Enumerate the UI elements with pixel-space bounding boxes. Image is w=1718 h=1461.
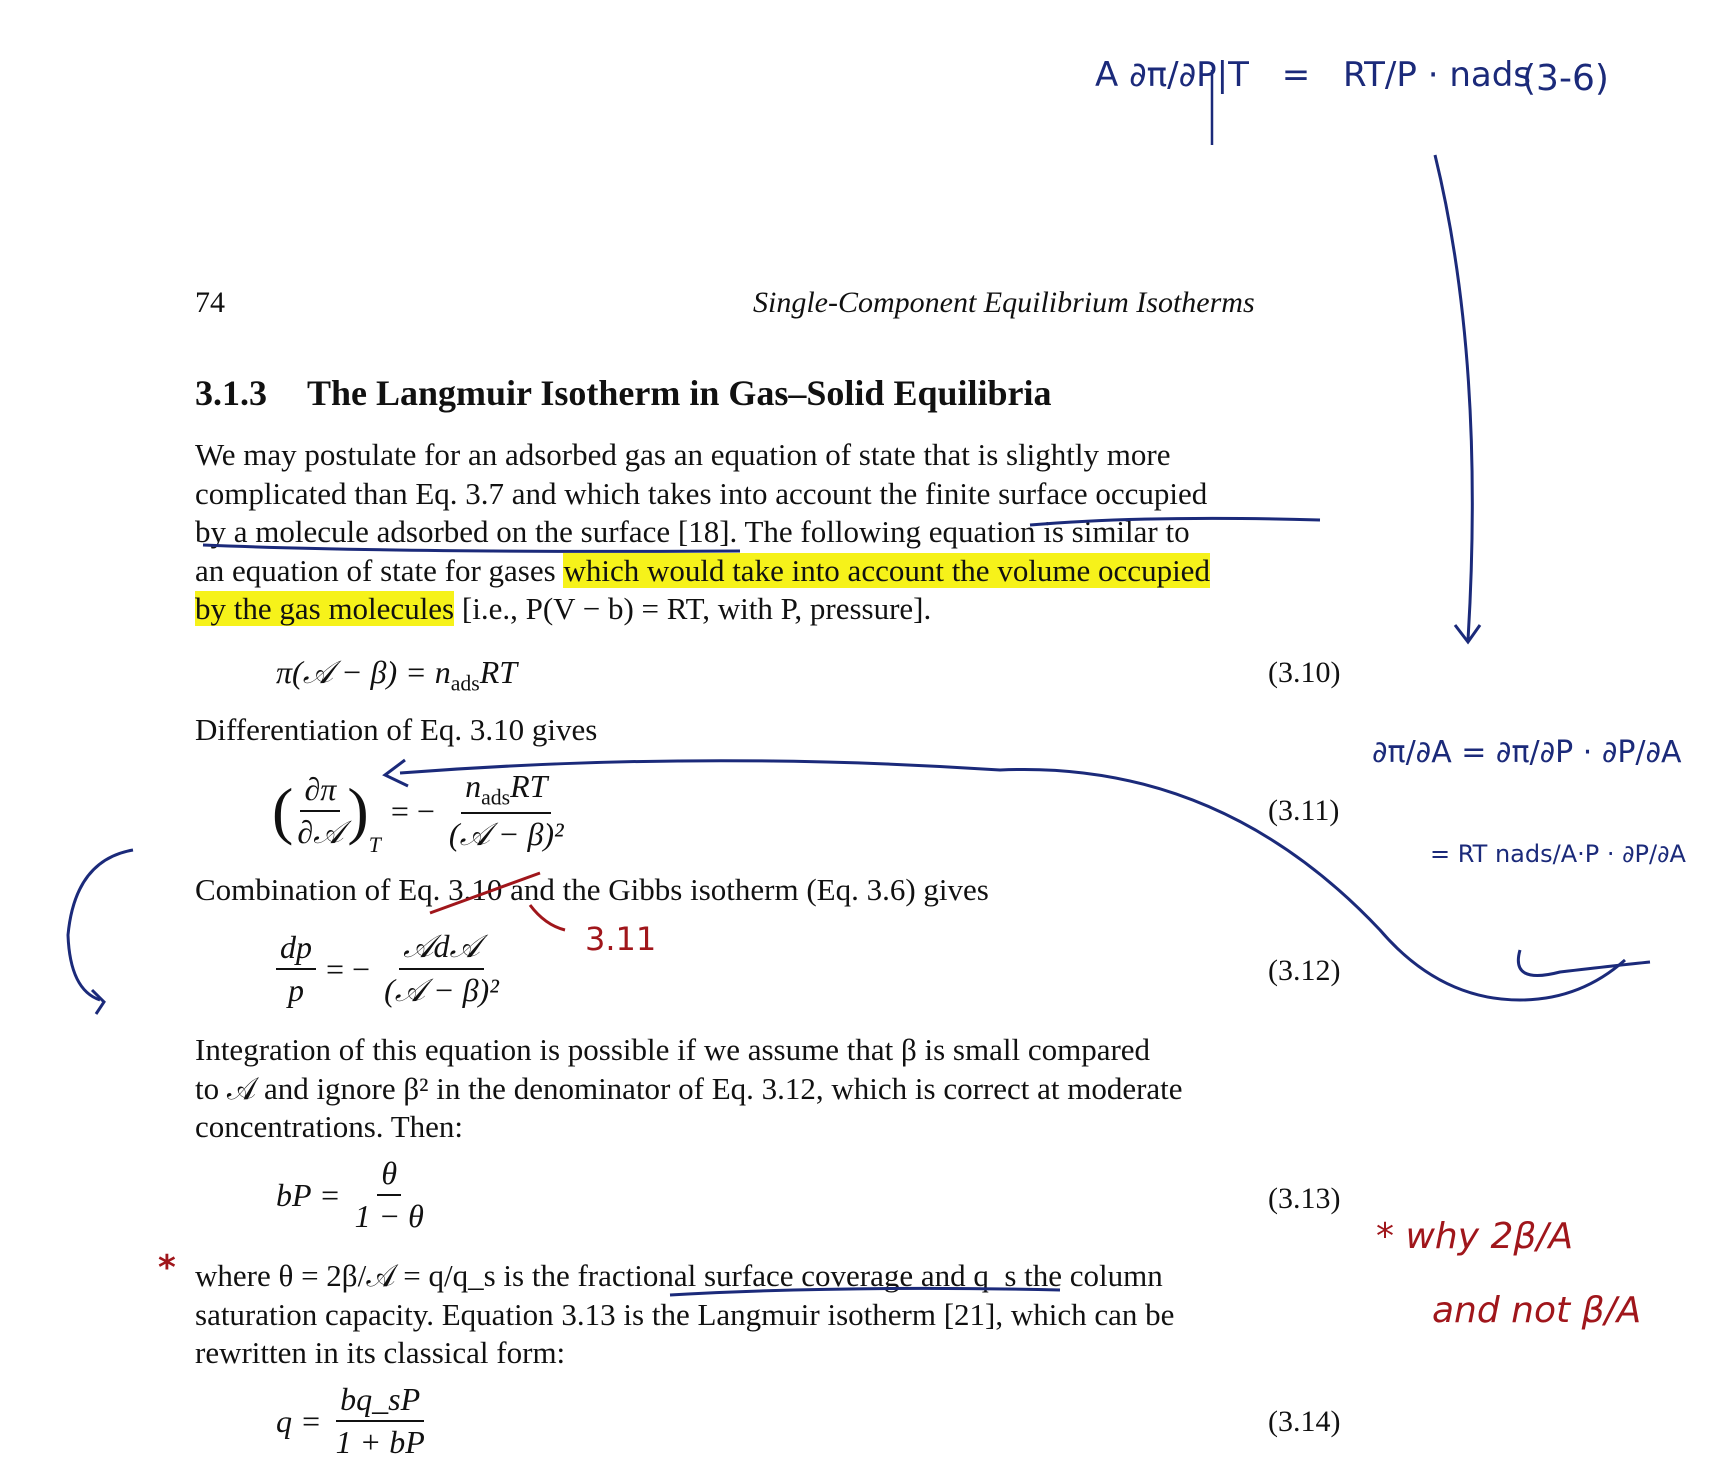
- section-number: 3.1.3: [195, 373, 267, 413]
- text-line: concentrations. Then:: [195, 1109, 464, 1144]
- text-line: [195, 590, 1340, 629]
- handwritten-eq-label: (3-6): [1522, 58, 1609, 99]
- annotation-text: A ∂π/∂P|T: [1095, 55, 1249, 95]
- handwritten-question-2: and not β/A: [1432, 1290, 1642, 1331]
- text-span: Combination of: [195, 872, 399, 907]
- equation-number: (3.14): [1268, 1405, 1341, 1438]
- handwritten-correction: 3.11: [585, 920, 657, 958]
- equation-number: (3.10): [1268, 656, 1341, 689]
- equation-3-14: [276, 1381, 429, 1461]
- text-line: saturation capacity. Equation 3.13 is the Langmuir isotherm [21], which can be: [195, 1296, 1175, 1332]
- equation-3-11: ( $\frac{\partial\pi}{\text{∂𝒜}}$ ) $_T$ = − $\frac{n_{ads}RT}{\text{(𝒜 − β)²}}$: [272, 768, 568, 854]
- highlighted-text: which would take into account the volume occupied: [563, 552, 1210, 588]
- handwritten-question-1: * why 2β/A: [1376, 1216, 1574, 1257]
- section-title: The Langmuir Isotherm in Gas–Solid Equilibria: [307, 373, 1052, 413]
- squiggle: [1518, 950, 1650, 976]
- text-line: rewritten in its classical form:: [195, 1335, 566, 1370]
- red-star-marker: *: [158, 1248, 176, 1288]
- handwritten-top-equation: [1095, 55, 1531, 95]
- highlighted-text: by the gas molecules: [195, 591, 455, 626]
- handwritten-chain-rule-2: = RT nads/A·P · ∂P/∂A: [1430, 840, 1686, 868]
- paragraph-combination: [195, 872, 989, 908]
- arrow-top-to-3-10: [1435, 155, 1472, 640]
- equation-number: (3.11): [1268, 794, 1340, 827]
- text-line: complicated than Eq. 3.7 and which takes into account the finite surface occupied: [195, 475, 1208, 511]
- equation-3-13: [276, 1155, 428, 1235]
- equation-text: π(𝒜 − β) = n: [276, 654, 451, 690]
- equation-text: bP =: [276, 1176, 341, 1213]
- page-number: 74: [195, 286, 225, 319]
- equation-fraction: $\frac{bq\_sP}{1 + bP}$: [335, 1381, 425, 1460]
- text-span: an equation of state for gases: [195, 552, 564, 588]
- equation-number: (3.13): [1268, 1182, 1341, 1215]
- paragraph-where: [195, 1257, 1340, 1373]
- equation-fraction: $\frac{\partial\pi}{\text{∂𝒜}}$: [297, 770, 344, 850]
- correction-arrow: [530, 905, 565, 930]
- equation-number: (3.12): [1268, 954, 1341, 987]
- equation-text: q =: [276, 1402, 322, 1439]
- handwritten-chain-rule: ∂π/∂A = ∂π/∂P · ∂P/∂A: [1372, 735, 1682, 770]
- paragraph-integration: [195, 1031, 1340, 1147]
- equation-fraction: $\frac{n_{ads}RT}{\text{(𝒜 − β)²}}$: [448, 768, 564, 853]
- text-line: We may postulate for an adsorbed gas an equation of state that is slightly more: [195, 437, 1171, 472]
- equation-operator: = −: [326, 950, 371, 987]
- paragraph-differentiation: Differentiation of Eq. 3.10 gives: [195, 712, 598, 747]
- text-span: and the Gibbs isotherm (Eq. 3.6) gives: [502, 872, 989, 907]
- text-line: where θ = 2β/𝒜 = q/q_s is the fractional surface coverage and q_s the column: [195, 1258, 1163, 1293]
- left-bracket-arrow: [68, 850, 133, 1000]
- annotation-text: =: [1281, 55, 1311, 95]
- section-heading: [195, 372, 1052, 414]
- text-line: to 𝒜 and ignore β² in the denominator of Eq. 3.12, which is correct at moderate: [195, 1070, 1183, 1106]
- equation-fraction: $\frac{dp}{p}$: [276, 929, 316, 1009]
- equation-subscript: ads: [450, 671, 480, 696]
- equation-fraction: $\frac{\text{𝒜d𝒜}}{\text{(𝒜 − β)²}}$: [384, 928, 499, 1008]
- paragraph-intro: [195, 436, 1340, 629]
- arrowhead: [1455, 625, 1480, 642]
- equation-text: RT: [479, 654, 518, 690]
- equation-subscript: T: [368, 833, 381, 858]
- text-line: by a molecule adsorbed on the surface [18]. The following equation is similar to: [195, 514, 1190, 549]
- equation-3-12: [276, 928, 503, 1010]
- equation-operator: = −: [390, 792, 435, 829]
- equation-3-10: [276, 654, 517, 696]
- running-title: Single-Component Equilibrium Isotherms: [753, 286, 1255, 319]
- text-line: [195, 552, 1340, 591]
- annotation-text: RT/P · nads: [1343, 55, 1531, 95]
- arrowhead: [92, 990, 104, 1014]
- equation-fraction: $\frac{\theta}{1 - \theta}$: [354, 1155, 424, 1234]
- struck-reference: Eq. 3.10: [398, 872, 503, 907]
- text-line: Integration of this equation is possible if we assume that β is small compared: [195, 1032, 1151, 1067]
- text-span: [i.e., P(V − b) = RT, with P, pressure].: [454, 591, 932, 626]
